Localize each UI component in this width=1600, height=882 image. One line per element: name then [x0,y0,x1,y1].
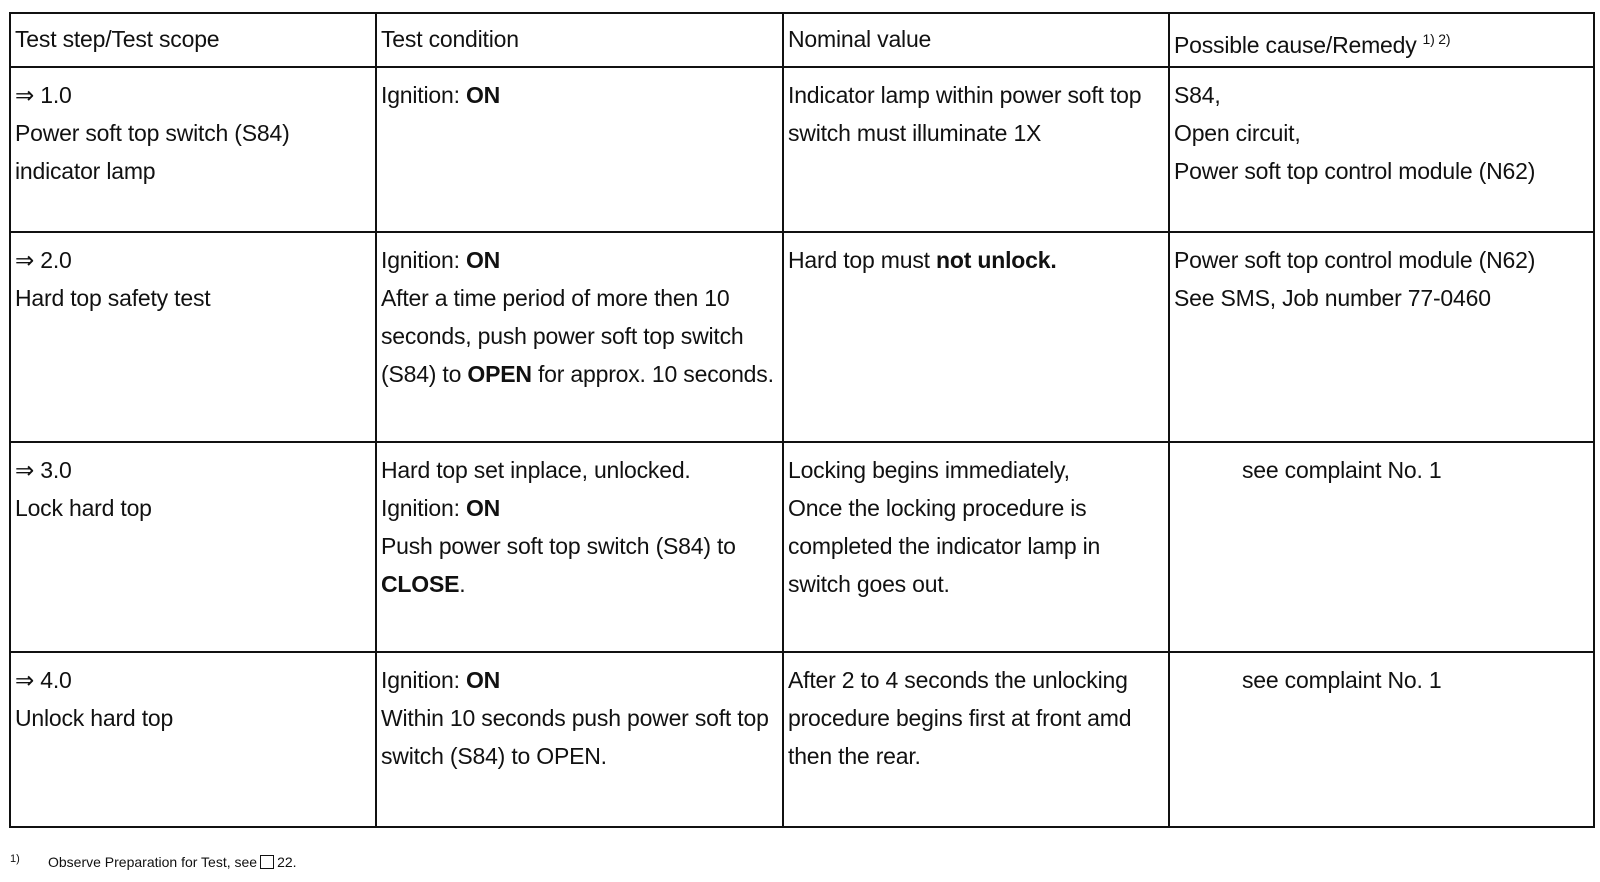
condition-keyword: CLOSE [381,571,460,597]
condition-ignition [381,661,778,699]
table-row [10,67,1594,232]
footnote-mark: 1) [10,853,20,865]
cell-test-step [10,442,376,652]
cell-test-step [10,67,376,232]
nominal-line: Once the locking procedure is completed the indicator lamp in switch goes out. [788,495,1101,597]
cell-possible-cause [1169,652,1594,827]
cell-possible-cause [1169,232,1594,442]
condition-ignition [381,489,778,527]
step-number: ⇒ 4.0 [15,667,72,693]
step-name: Unlock hard top [15,705,174,731]
condition-ignition [381,241,778,279]
table-row [10,652,1594,827]
condition-value: ON [465,495,501,521]
condition-keyword: OPEN [467,361,532,387]
header-nominal-value: Nominal value [783,13,1169,67]
condition-value: ON [465,82,501,108]
cell-possible-cause [1169,67,1594,232]
condition-label: Ignition: [381,82,466,108]
nominal-keyword: not unlock. [936,247,1057,273]
footnote-text: Observe Preparation for Test, see [48,854,258,870]
nominal-text: After 2 to 4 seconds the unlocking procedure begins first at front amd then the rear. [788,667,1132,769]
nominal-text: Indicator lamp within power soft top switch must illuminate 1X [788,82,1142,146]
condition-label: Ignition: [381,667,466,693]
condition-instruction [381,279,778,393]
cause-line: See SMS, Job number 77-0460 [1174,285,1491,311]
step-number: ⇒ 3.0 [15,457,72,483]
table-row [10,232,1594,442]
condition-text: . [459,571,466,597]
condition-ignition [381,76,778,114]
step-name: Lock hard top [15,495,152,521]
book-reference-icon [260,855,274,869]
header-test-step: Test step/Test scope [10,13,376,67]
cell-test-condition [376,67,783,232]
cell-test-condition [376,652,783,827]
condition-instruction: Within 10 seconds push power soft top switch (S84) to OPEN. [381,705,769,769]
condition-text: Push power soft top switch (S84) to [381,533,736,559]
table-row [10,442,1594,652]
footnote [10,850,297,871]
cell-test-condition [376,442,783,652]
cell-possible-cause [1169,442,1594,652]
condition-label: Ignition: [381,495,466,521]
cause-line: Power soft top control module (N62) [1174,247,1536,273]
footnote-page-ref: 22. [277,854,297,870]
cell-test-step [10,652,376,827]
condition-label: Ignition: [381,247,466,273]
test-procedure-table [9,12,1595,828]
cell-nominal-value [783,232,1169,442]
step-number: ⇒ 1.0 [15,82,72,108]
step-name: Power soft top switch (S84) indicator lamp [15,120,290,184]
nominal-line: Locking begins immediately, [788,457,1070,483]
step-name: Hard top safety test [15,285,211,311]
cell-test-condition [376,232,783,442]
condition-instruction [381,527,778,603]
table-header-row [10,13,1594,67]
condition-text: for approx. 10 seconds. [531,361,774,387]
cause-line: S84, [1174,82,1221,108]
cell-nominal-value [783,442,1169,652]
header-footnote-refs: 1) 2) [1422,31,1451,47]
cell-test-step [10,232,376,442]
cause-reference: see complaint No. 1 [1242,457,1442,483]
header-possible-cause-label: Possible cause/Remedy [1174,32,1417,58]
header-possible-cause [1169,13,1594,67]
condition-text: After a time period of more then 10 seconds, push power soft top switch (S84) to [381,285,744,387]
condition-first-line: Hard top set inplace, unlocked. [381,457,691,483]
nominal-text-part: Hard top must [788,247,937,273]
cell-nominal-value [783,67,1169,232]
condition-value: ON [465,667,501,693]
cause-reference: see complaint No. 1 [1242,667,1442,693]
header-test-condition: Test condition [376,13,783,67]
cause-line: Open circuit, [1174,120,1301,146]
cell-nominal-value [783,652,1169,827]
condition-value: ON [465,247,501,273]
nominal-text [788,241,1164,279]
cause-line: Power soft top control module (N62) [1174,158,1536,184]
step-number: ⇒ 2.0 [15,247,72,273]
